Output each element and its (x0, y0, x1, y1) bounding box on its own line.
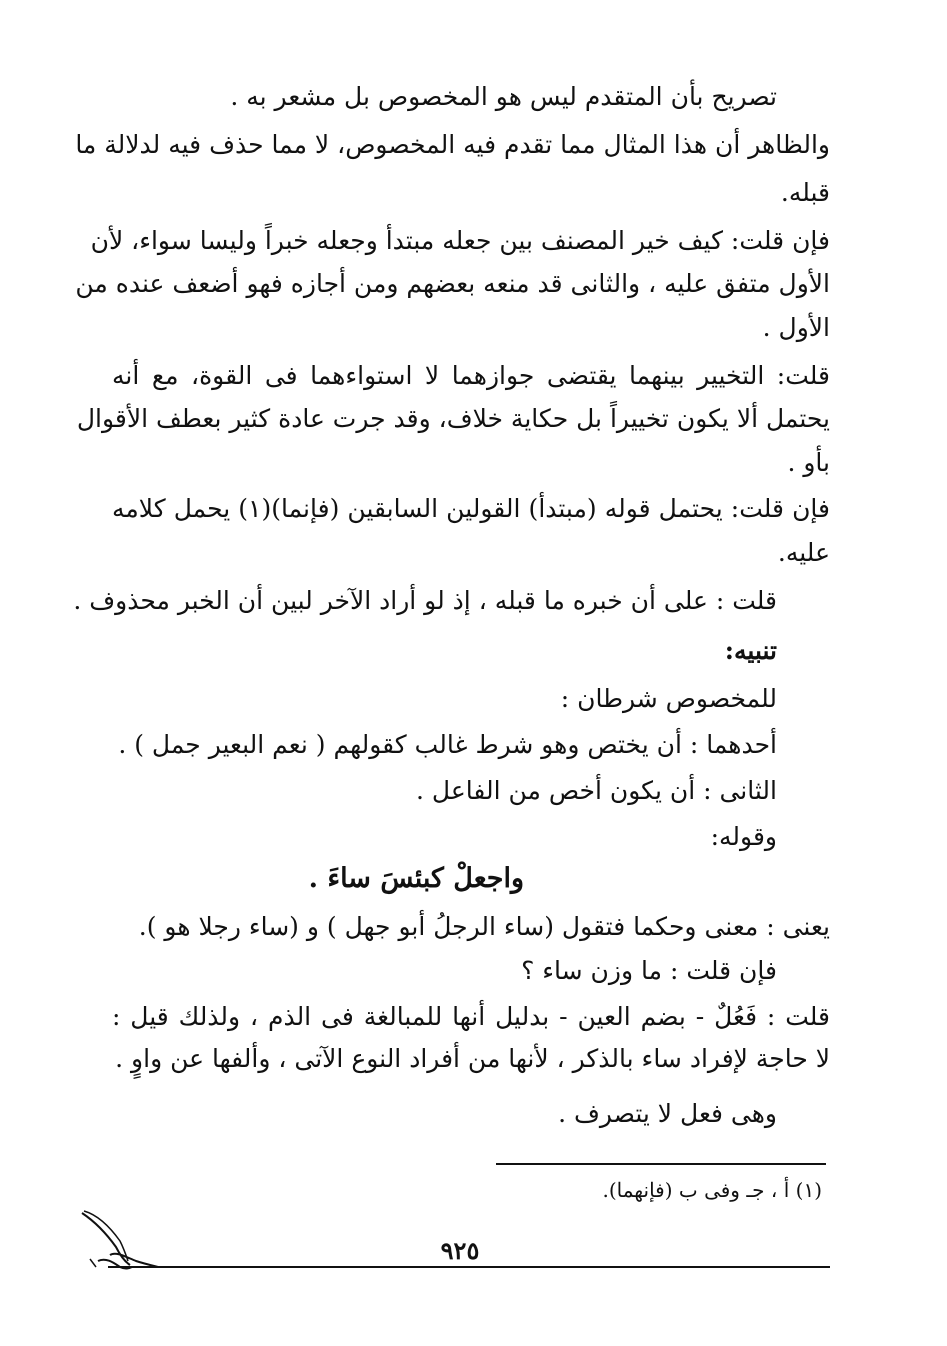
text-line-10: فإن قلت: يحتمل قوله (مبتدأ) القولين السابقين (فإنما)(١) يحمل كلامه (112, 494, 830, 523)
text-line-5: الأول متفق عليه ، والثانى قد منعه بعضهم ومن أجازه فهو أضعف عنده من (75, 269, 830, 298)
footnote: (١) أ ، جـ وفى ب (فإنهما). (602, 1178, 822, 1202)
text-line-1: تصريح بأن المتقدم ليس هو المخصوص بل مشعر به . (230, 82, 777, 111)
text-line-8: يحتمل ألا يكون تخييراً بل حكاية خلاف، وقد جرت عادة كثير بعطف الأقوال (76, 404, 830, 433)
text-line-7: قلت: التخيير بينهما يقتضى جوازهما لا استواءهما فى القوة، مع أنه (112, 361, 830, 390)
text-line-9: بأو . (787, 448, 830, 477)
text-line-6: الأول . (762, 313, 830, 342)
text-line-2: والظاهر أن هذا المثال مما تقدم فيه المخصوص، لا مما حذف فيه لدلالة ما (75, 130, 830, 159)
text-line-23: وهى فعل لا يتصرف . (558, 1099, 777, 1128)
text-line-3: قبله. (780, 178, 830, 207)
footer-rule (108, 1266, 830, 1268)
text-line-11: عليه. (777, 538, 830, 567)
text-line-19: يعنى : معنى وحكما فتقول (ساء الرجلُ أبو جهل ) و (ساء رجلا هو ). (138, 912, 830, 941)
text-line-20: فإن قلت : ما وزن ساء ؟ (521, 956, 777, 985)
heading-tanbih: تنبيه: (724, 636, 777, 665)
text-line-4: فإن قلت: كيف خير المصنف بين جعله مبتدأ وجعله خبراً وليسا سواء، لأن (90, 226, 830, 255)
text-line-21: قلت : فَعُلٌ - بضم العين - بدليل أنها للمبالغة فى الذم ، ولذلك قيل : (112, 1002, 830, 1031)
text-line-15: أحدهما : أن يختص وهو شرط غالب كقولهم ( نعم البعير جمل ) . (118, 730, 777, 759)
text-line-16: الثانى : أن يكون أخص من الفاعل . (416, 776, 777, 805)
verse-line: واجعلْ كبئسَ ساءَ . (308, 863, 524, 894)
page-number: ٩٢٥ (440, 1236, 480, 1265)
footnote-separator (496, 1163, 826, 1165)
text-line-12: قلت : على أن خبره ما قبله ، إذ لو أراد الآخر لبين أن الخبر محذوف . (73, 586, 777, 615)
text-line-22: لا حاجة لإفراد ساء بالذكر ، لأنها من أفراد النوع الآتى ، وألفها عن واوٍ . (115, 1044, 830, 1073)
quill-pen-icon (80, 1205, 160, 1275)
text-line-14: للمخصوص شرطان : (560, 684, 777, 713)
text-line-17: وقوله: (710, 822, 777, 851)
